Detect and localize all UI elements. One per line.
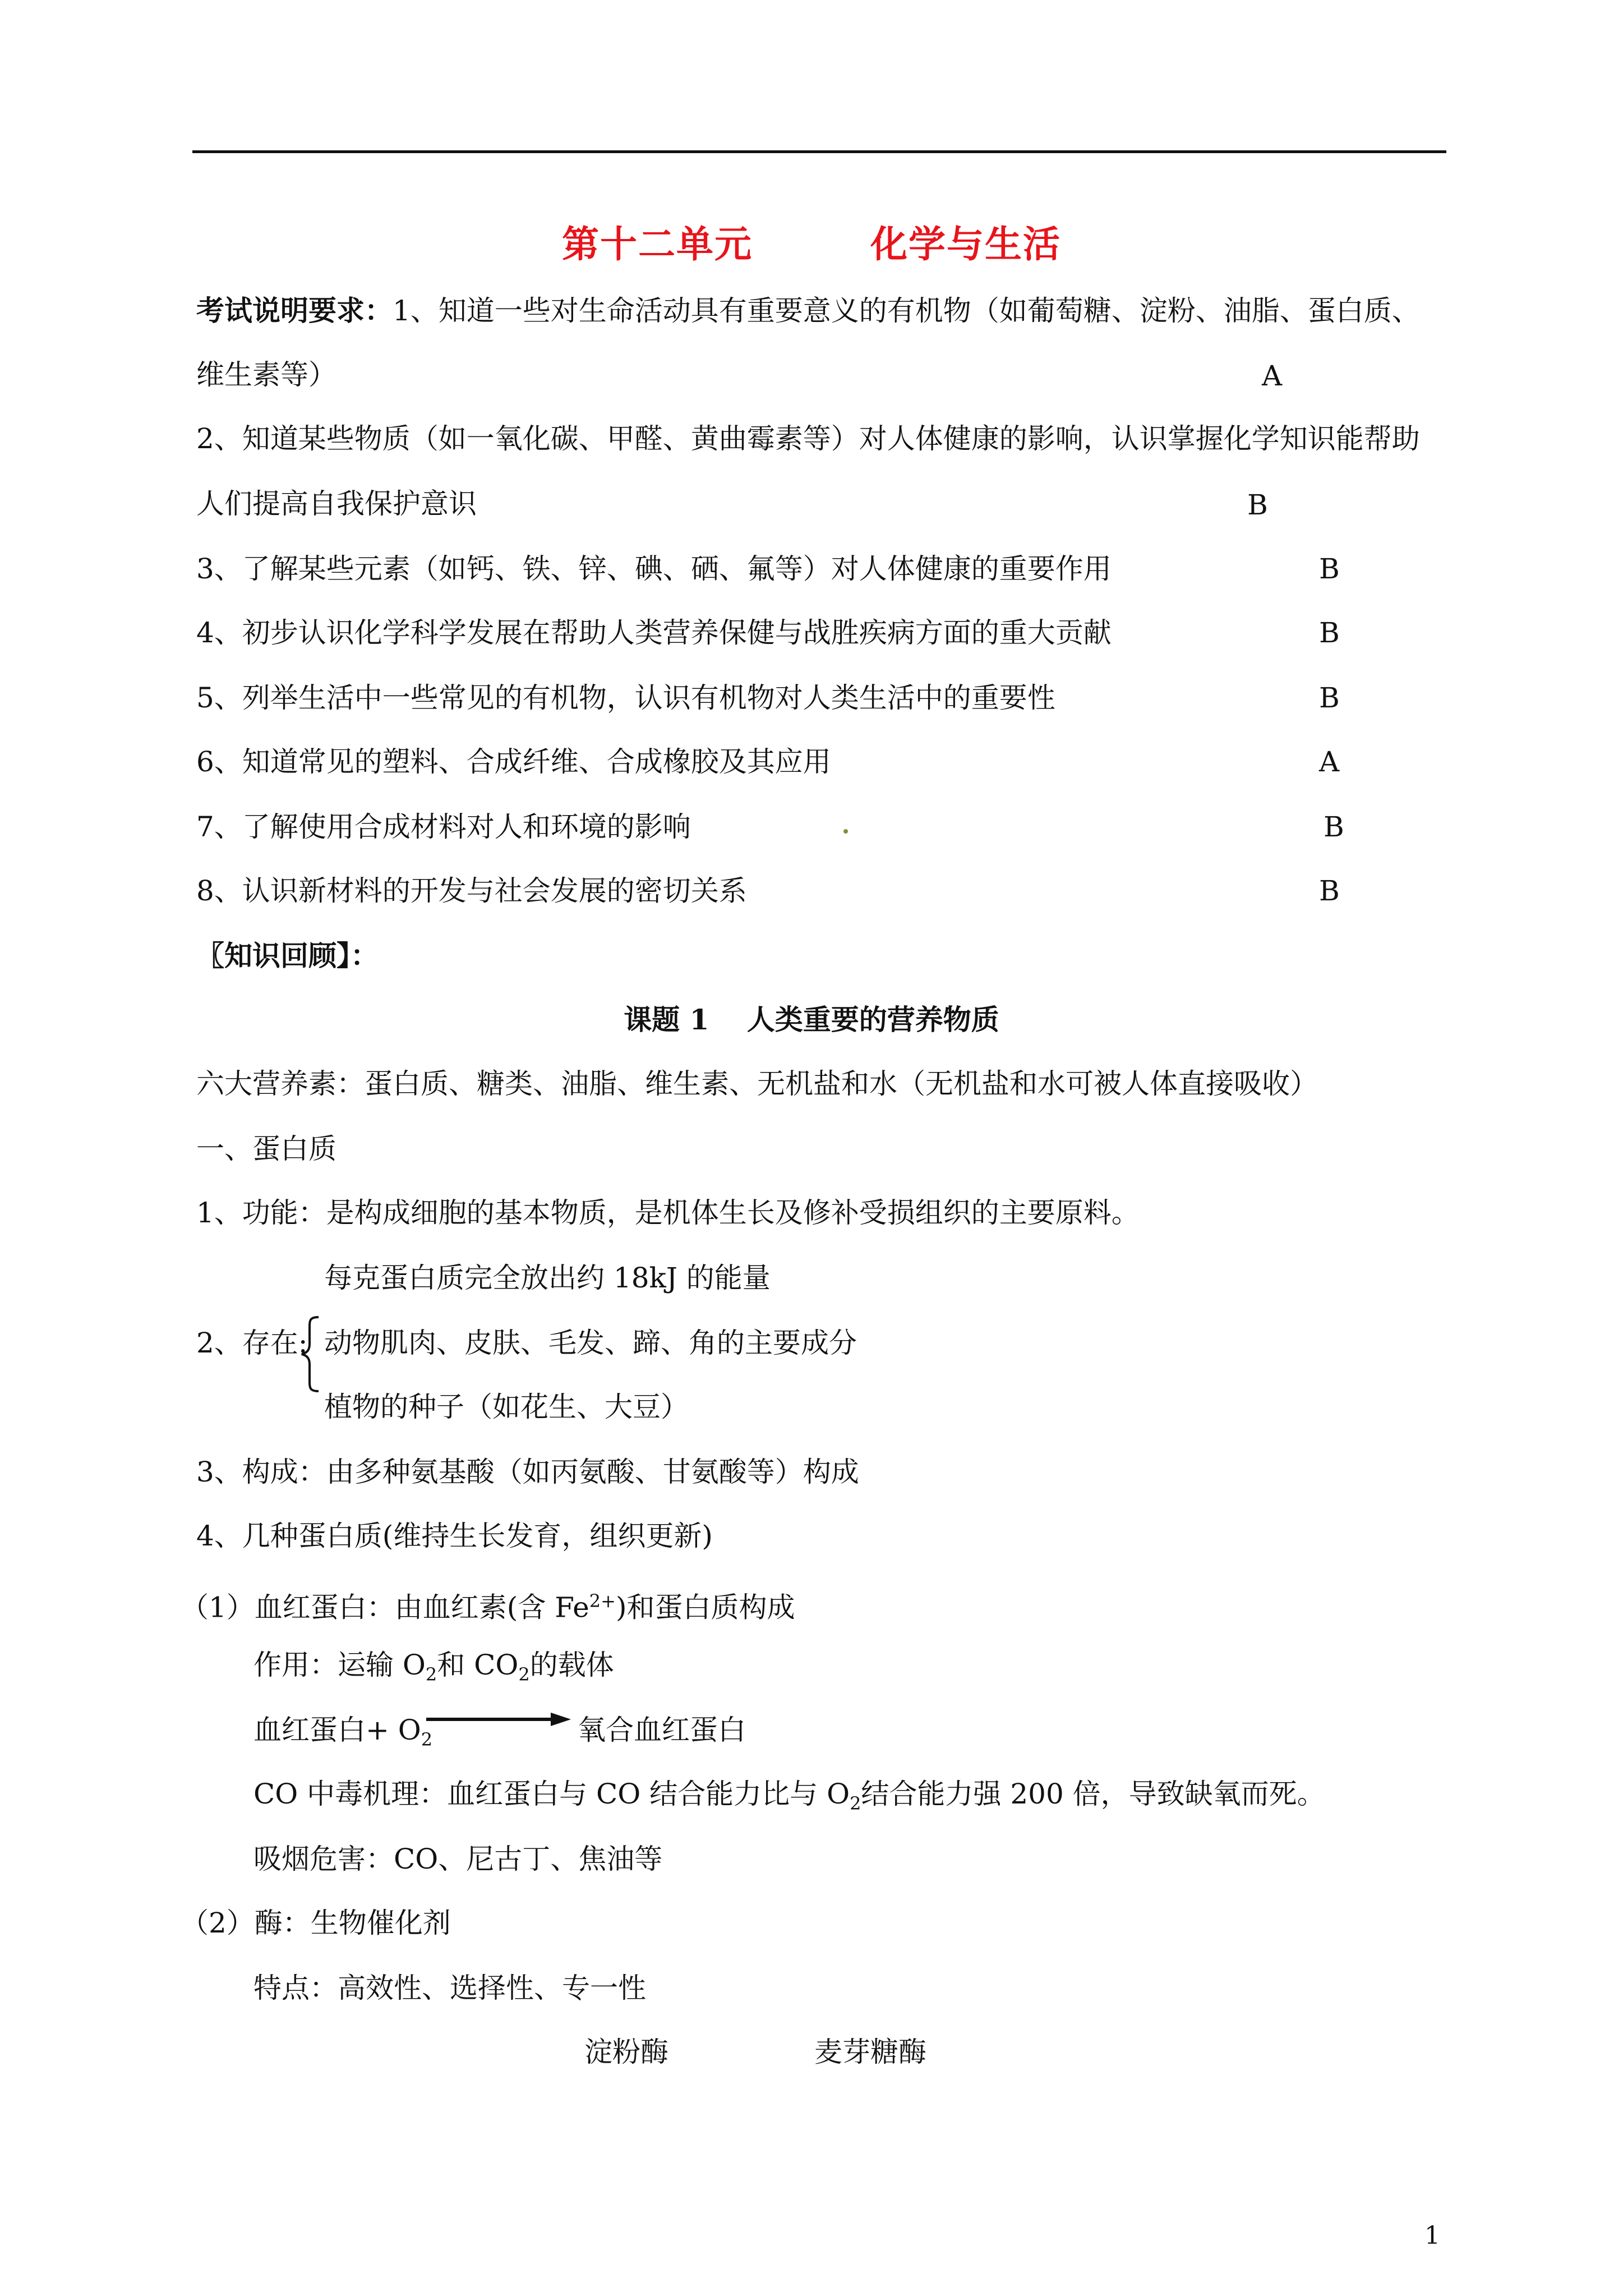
requirement-6: 6、知道常见的塑料、合成纤维、合成橡胶及其应用: [196, 746, 831, 778]
smoking-harm: 吸烟危害：CO、尼古丁、焦油等: [253, 1843, 663, 1875]
requirement-5: 5、列举生活中一些常见的有机物，认识有机物对人类生活中的重要性: [196, 682, 1055, 714]
protein-energy: 每克蛋白质完全放出约 18kJ 的能量: [324, 1262, 771, 1294]
requirement-2-grade: B: [1247, 489, 1268, 521]
title-unit: 第十二单元: [562, 222, 753, 266]
requirement-1-text: 1、知道一些对生命活动具有重要意义的有机物（如葡萄糖、淀粉、油脂、蛋白质、: [393, 295, 1420, 327]
review-heading: 〖知识回顾】：: [196, 939, 379, 972]
reaction-reactants: [253, 1713, 432, 1756]
requirement-1-cont: 维生素等）: [196, 358, 336, 391]
co-text-2: 结合能力强 200 倍，导致缺氧而死。: [861, 1778, 1325, 1810]
nutrients-line: 六大营养素：蛋白质、糖类、油脂、维生素、无机盐和水（无机盐和水可被人体直接吸收）: [196, 1068, 1318, 1100]
header-rule: [192, 150, 1446, 153]
requirement-1: [196, 294, 1420, 328]
requirement-8: 8、认识新材料的开发与社会发展的密切关系: [196, 875, 747, 907]
requirement-1-grade: A: [1262, 360, 1283, 392]
enzyme-example-1: 淀粉酶: [584, 2036, 668, 2068]
reaction-product: 氧合血红蛋白: [578, 1714, 746, 1746]
protein-existence-label: 2、存在:: [196, 1327, 308, 1359]
co-sub: 2: [850, 1793, 861, 1814]
protein-kinds: 4、几种蛋白质(维持生长发育，组织更新): [196, 1520, 713, 1552]
requirement-3: 3、了解某些元素（如钙、铁、锌、碘、硒、氟等）对人体健康的重要作用: [196, 553, 1112, 585]
requirement-8-grade: B: [1319, 875, 1340, 907]
requirement-2: 2、知道某些物质（如一氧化碳、甲醛、黄曲霉素等）对人体健康的影响，认识掌握化学知识能帮助: [196, 422, 1420, 455]
protein-function: 1、功能：是构成细胞的基本物质，是机体生长及修补受损组织的主要原料。: [196, 1197, 1140, 1229]
requirement-2-cont: 人们提高自我保护意识: [196, 487, 477, 520]
enzyme-features: 特点：高效性、选择性、专一性: [253, 1972, 646, 2004]
co-text-1: CO 中毒机理：血红蛋白与 CO 结合能力比与 O: [253, 1778, 850, 1810]
hemoglobin-use: [253, 1648, 614, 1691]
title-topic: 化学与生活: [870, 222, 1061, 266]
requirement-3-grade: B: [1319, 553, 1340, 585]
use-text-1: 作用：运输 O: [253, 1649, 426, 1681]
brace-icon: [299, 1315, 322, 1393]
enzyme-heading: （2）酶：生物催化剂: [181, 1907, 451, 1939]
protein-heading: 一、蛋白质: [196, 1133, 336, 1165]
requirement-4: 4、初步认识化学科学发展在帮助人类营养保健与战胜疾病方面的重大贡献: [196, 616, 1112, 649]
hemoglobin-text-end: )和蛋白质构成: [615, 1591, 795, 1624]
use-text-3: 的载体: [529, 1649, 614, 1681]
page-title: [0, 214, 1623, 268]
protein-existence-2: 植物的种子（如花生、大豆）: [324, 1391, 689, 1423]
fe-charge: 2+: [589, 1590, 616, 1612]
reaction-text: 血红蛋白+ O: [253, 1714, 421, 1746]
requirement-7: 7、了解使用合成材料对人和环境的影响: [196, 811, 691, 843]
protein-existence-1: 动物肌肉、皮肤、毛发、蹄、角的主要成分: [324, 1327, 857, 1359]
use-sub-2: 2: [518, 1664, 530, 1685]
lesson-title: 课题 1 人类重要的营养物质: [624, 1003, 999, 1036]
requirement-4-grade: B: [1319, 616, 1340, 649]
co-poisoning: [253, 1777, 1325, 1820]
protein-composition: 3、构成：由多种氨基酸（如丙氨酸、甘氨酸等）构成: [196, 1456, 859, 1488]
hemoglobin-text: （1）血红蛋白：由血红素(含 Fe: [181, 1591, 589, 1624]
use-sub-1: 2: [425, 1664, 437, 1685]
requirements-label: 考试说明要求：: [196, 294, 393, 327]
requirement-7-grade: B: [1324, 811, 1344, 843]
arrow-right-icon: [426, 1711, 572, 1728]
use-text-2: 和 CO: [437, 1649, 519, 1681]
requirement-6-grade: A: [1319, 746, 1340, 778]
page-number: 1: [1424, 2221, 1440, 2250]
hemoglobin-line: [181, 1584, 795, 1625]
reaction-sub: 2: [421, 1729, 433, 1750]
stray-dot: [843, 829, 848, 834]
enzyme-example-2: 麦芽糖酶: [814, 2036, 926, 2068]
requirement-5-grade: B: [1319, 682, 1340, 714]
